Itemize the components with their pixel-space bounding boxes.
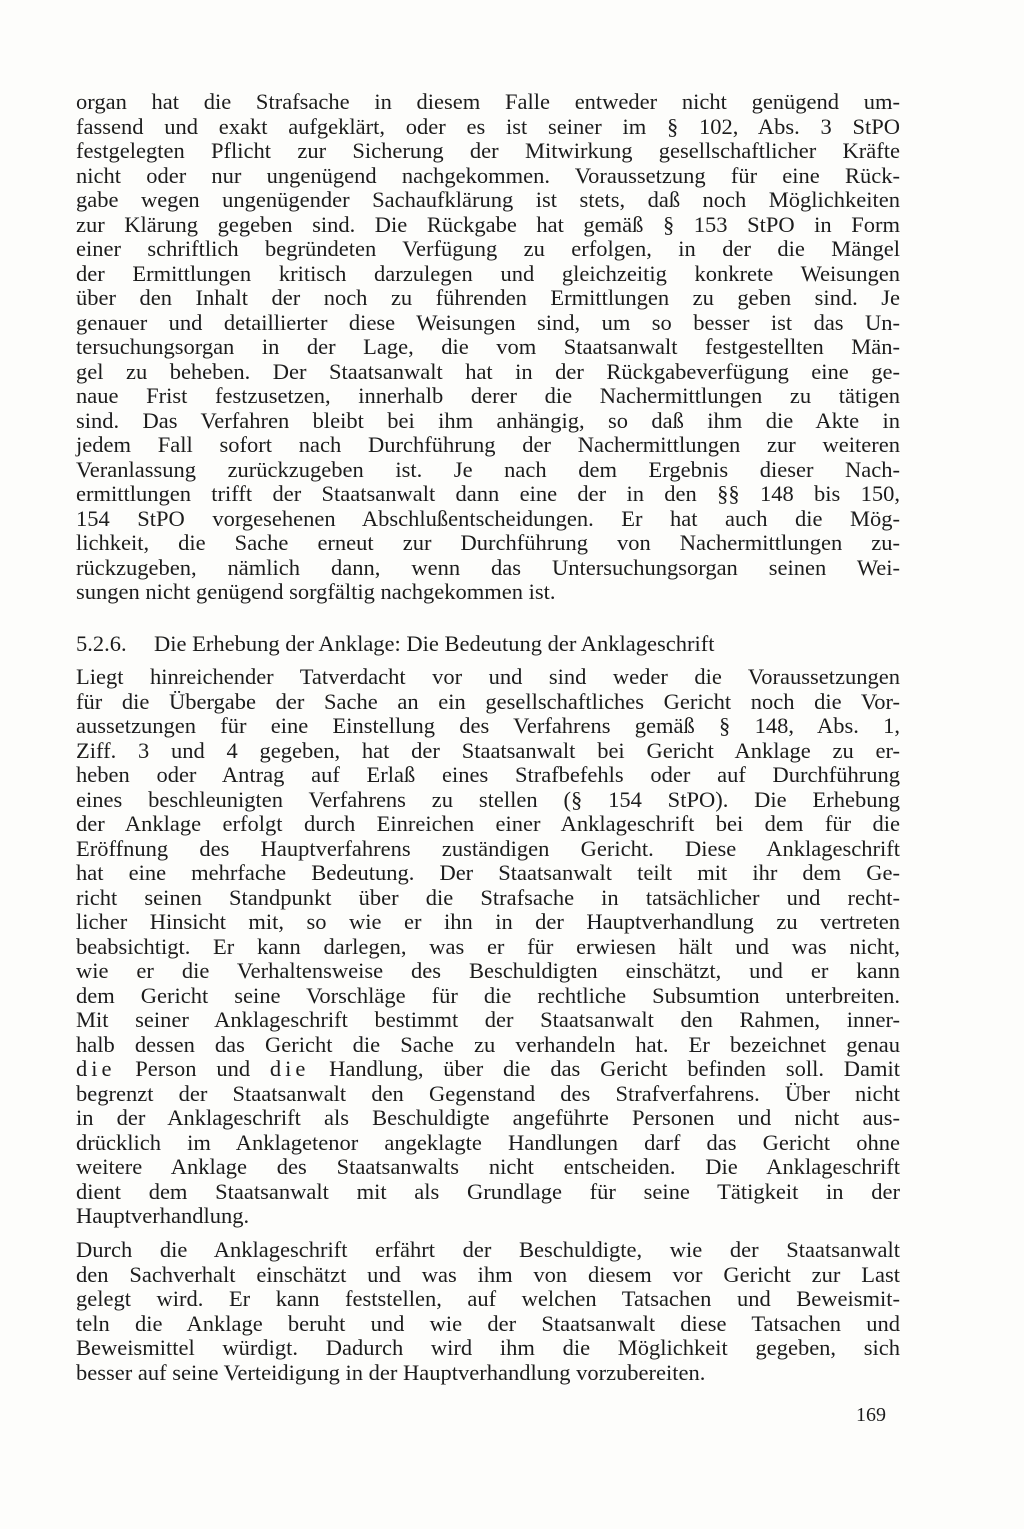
text-line: naue Frist festzusetzen, innerhalb derer die Nachermittlungen zu tätigen: [76, 383, 900, 408]
spaced-word: die: [269, 1056, 310, 1081]
text-line: gabe wegen ungenügender Sachaufklärung ist stets, daß noch Möglichkeiten: [76, 187, 900, 212]
text-line: organ hat die Strafsache in diesem Falle entweder nicht genügend um-: [76, 89, 900, 114]
text-line: in der Anklageschrift als Beschuldigte angeführte Personen und nicht aus-: [76, 1105, 900, 1130]
text-line: Mit seiner Anklageschrift bestimmt der Staatsanwalt den Rahmen, inner-: [76, 1007, 900, 1032]
text-segment: Handlung, über die das Gericht befinden soll. Damit: [309, 1056, 900, 1081]
text-line: Liegt hinreichender Tatverdacht vor und sind weder die Voraussetzungen: [76, 664, 900, 689]
text-line: besser auf seine Verteidigung in der Hauptverhandlung vorzubereiten.: [76, 1359, 706, 1385]
text-line: sungen nicht genügend sorgfältig nachgekommen ist.: [76, 579, 556, 604]
text-line: einer schriftlich begründeten Verfügung zu erfolgen, in der die Mängel: [76, 236, 900, 261]
text-line: Beweismittel würdigt. Dadurch wird ihm die Möglichkeit gegeben, sich: [76, 1335, 900, 1360]
text-line: ermittlungen trifft der Staatsanwalt dann eine der in den §§ 148 bis 150,: [76, 481, 900, 506]
text-line: nicht oder nur ungenügend nachgekommen. Voraussetzung für eine Rück-: [76, 162, 900, 188]
text-line-spaced: [76, 1057, 900, 1082]
text-line: Eröffnung des Hauptverfahrens zuständigen Gericht. Diese Anklageschrift: [76, 835, 900, 861]
text-line: begrenzt der Staatsanwalt den Gegenstand des Strafverfahrens. Über nicht: [76, 1080, 900, 1106]
text-line: Hauptverhandlung.: [76, 1203, 250, 1228]
text-line: Ziff. 3 und 4 gegeben, hat der Staatsanwalt bei Gericht Anklage zu er-: [76, 737, 900, 763]
section-title: Die Erhebung der Anklage: Die Bedeutung der Anklageschrift: [154, 631, 715, 656]
text-line: rückzugeben, nämlich dann, wenn das Untersuchungsorgan seinen Wei-: [76, 554, 900, 580]
text-line: gelegt wird. Er kann feststellen, auf welchen Tatsachen und Beweismit-: [76, 1286, 900, 1311]
paragraph-2: [76, 665, 900, 1229]
paragraph-1: [76, 90, 900, 605]
text-line: fassend und exakt aufgeklärt, oder es ist seiner im § 102, Abs. 3 StPO: [76, 113, 900, 139]
text-line: wie er die Verhaltensweise des Beschuldigten einschätzt, und er kann: [76, 958, 900, 983]
text-line: gel zu beheben. Der Staatsanwalt hat in der Rückgabeverfügung eine ge-: [76, 358, 900, 384]
text-line: sind. Das Verfahren bleibt bei ihm anhängig, so daß ihm die Akte in: [76, 407, 900, 433]
text-line: drücklich im Anklagetenor angeklagte Handlungen darf das Gericht ohne: [76, 1129, 900, 1155]
text-line: lichkeit, die Sache erneut zur Durchführung von Nachermittlungen zu-: [76, 530, 900, 555]
text-line: Veranlassung zurückzugeben ist. Je nach dem Ergebnis dieser Nach-: [76, 456, 900, 482]
text-line: heben oder Antrag auf Erlaß eines Strafbefehls oder auf Durchführung: [76, 762, 900, 787]
text-line: dient dem Staatsanwalt mit als Grundlage für seine Tätigkeit in der: [76, 1178, 900, 1204]
text-line: weitere Anklage des Staatsanwalts nicht entscheiden. Die Anklageschrift: [76, 1154, 900, 1179]
text-line: hat eine mehrfache Bedeutung. Der Staatsanwalt teilt mit ihr dem Ge-: [76, 860, 900, 885]
text-line: über den Inhalt der noch zu führenden Ermittlungen zu geben sind. Je: [76, 285, 900, 310]
text-line: richt seinen Standpunkt über die Strafsache in tatsächlicher und recht-: [76, 884, 900, 910]
section-heading: [76, 630, 900, 658]
section-number: 5.2.6.: [76, 631, 127, 656]
page-number: 169: [856, 1404, 886, 1426]
text-line: für die Übergabe der Sache an ein gesellschaftliches Gericht noch die Vor-: [76, 688, 900, 714]
text-line: tersuchungsorgan in der Lage, die vom Staatsanwalt festgestellten Män-: [76, 334, 900, 359]
text-line: genauer und detaillierter diese Weisungen sind, um so besser ist das Un-: [76, 309, 900, 335]
text-line: halb dessen das Gericht die Sache zu verhandeln hat. Er bezeichnet genau: [76, 1031, 900, 1057]
text-line: beabsichtigt. Er kann darlegen, was er für erwiesen hält und was nicht,: [76, 933, 900, 959]
text-line: eines beschleunigten Verfahrens zu stellen (§ 154 StPO). Die Erhebung: [76, 786, 900, 812]
text-line: licher Hinsicht mit, so wie er ihn in der Hauptverhandlung zu vertreten: [76, 909, 900, 934]
text-line: festgelegten Pflicht zur Sicherung der Mitwirkung gesellschaftlicher Kräfte: [76, 138, 900, 163]
text-line: den Sachverhalt einschätzt und was ihm von diesem vor Gericht zur Last: [76, 1261, 900, 1287]
text-line: der Ermittlungen kritisch darzulegen und gleichzeitig konkrete Weisungen: [76, 260, 900, 286]
text-line: aussetzungen für eine Einstellung des Verfahrens gemäß § 148, Abs. 1,: [76, 713, 900, 738]
text-line: teln die Anklage beruht und wie der Staatsanwalt diese Tatsachen und: [76, 1310, 900, 1336]
spaced-word: die: [76, 1056, 116, 1081]
text-line: 154 StPO vorgesehenen Abschlußentscheidungen. Er hat auch die Mög-: [76, 505, 900, 531]
text-line: der Anklage erfolgt durch Einreichen einer Anklageschrift bei dem für die: [76, 811, 900, 836]
text-line: dem Gericht seine Vorschläge für die rechtliche Subsumtion unterbreiten.: [76, 982, 900, 1008]
text-segment: Person und: [115, 1056, 270, 1081]
text-line: Durch die Anklageschrift erfährt der Beschuldigte, wie der Staatsanwalt: [76, 1237, 900, 1262]
text-line: jedem Fall sofort nach Durchführung der Nachermittlungen zur weiteren: [76, 432, 900, 457]
text-line: zur Klärung gegeben sind. Die Rückgabe hat gemäß § 153 StPO in Form: [76, 211, 900, 237]
paragraph-3: [76, 1238, 900, 1385]
